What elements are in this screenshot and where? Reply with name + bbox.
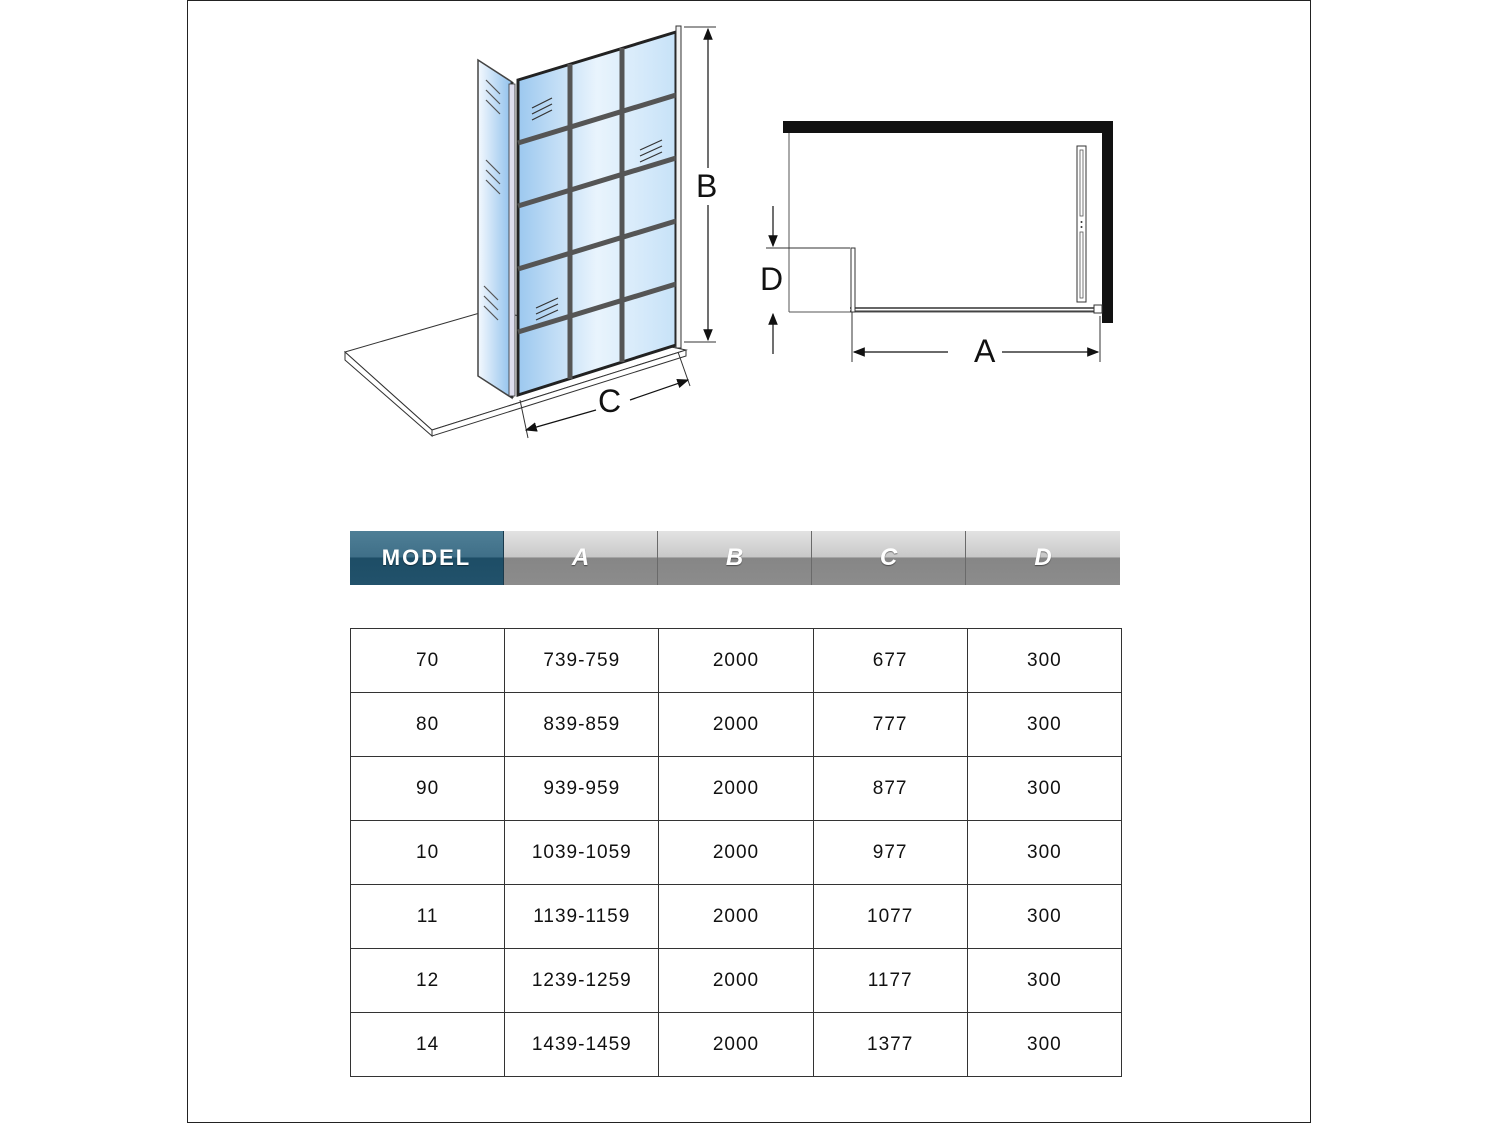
cell-c: 677: [813, 629, 967, 693]
cell-model: 14: [351, 1013, 505, 1077]
cell-a: 1039-1059: [505, 821, 659, 885]
cell-b: 2000: [659, 949, 813, 1013]
label-b: B: [696, 168, 718, 204]
cell-b: 2000: [659, 629, 813, 693]
cell-b: 2000: [659, 1013, 813, 1077]
table-row: [351, 629, 1122, 693]
cell-d: 300: [967, 821, 1121, 885]
plan-view: [760, 121, 1113, 369]
label-a: A: [974, 333, 996, 369]
cell-d: 300: [967, 949, 1121, 1013]
cell-b: 2000: [659, 885, 813, 949]
table-row: [351, 693, 1122, 757]
dimension-b: [684, 27, 717, 342]
header-a: A: [504, 531, 658, 585]
cell-a: 1139-1159: [505, 885, 659, 949]
cell-model: 10: [351, 821, 505, 885]
cell-c: 777: [813, 693, 967, 757]
table-row: [351, 1013, 1122, 1077]
label-d: D: [760, 261, 784, 297]
cell-a: 739-759: [505, 629, 659, 693]
grid-glass-panel: [518, 26, 681, 395]
header-c: C: [812, 531, 966, 585]
cell-a: 1439-1459: [505, 1013, 659, 1077]
table-row: [351, 757, 1122, 821]
cell-model: 90: [351, 757, 505, 821]
cell-c: 1077: [813, 885, 967, 949]
cell-b: 2000: [659, 757, 813, 821]
cell-b: 2000: [659, 821, 813, 885]
table-row: [351, 821, 1122, 885]
cell-c: 1377: [813, 1013, 967, 1077]
specs-table: [350, 628, 1122, 1077]
cell-b: 2000: [659, 693, 813, 757]
table-header: [350, 531, 1122, 585]
cell-a: 939-959: [505, 757, 659, 821]
cell-a: 839-859: [505, 693, 659, 757]
side-panel: [478, 60, 515, 398]
cell-model: 12: [351, 949, 505, 1013]
cell-c: 1177: [813, 949, 967, 1013]
cell-model: 11: [351, 885, 505, 949]
cell-d: 300: [967, 757, 1121, 821]
table-row: [351, 885, 1122, 949]
label-c: C: [598, 383, 622, 419]
cell-model: 80: [351, 693, 505, 757]
header-b: B: [658, 531, 812, 585]
cell-d: 300: [967, 629, 1121, 693]
table-row: [351, 949, 1122, 1013]
cell-a: 1239-1259: [505, 949, 659, 1013]
header-d: D: [966, 531, 1120, 585]
header-model: MODEL: [350, 531, 504, 585]
cell-d: 300: [967, 693, 1121, 757]
cell-c: 977: [813, 821, 967, 885]
cell-c: 877: [813, 757, 967, 821]
cell-d: 300: [967, 1013, 1121, 1077]
cell-d: 300: [967, 885, 1121, 949]
cell-model: 70: [351, 629, 505, 693]
